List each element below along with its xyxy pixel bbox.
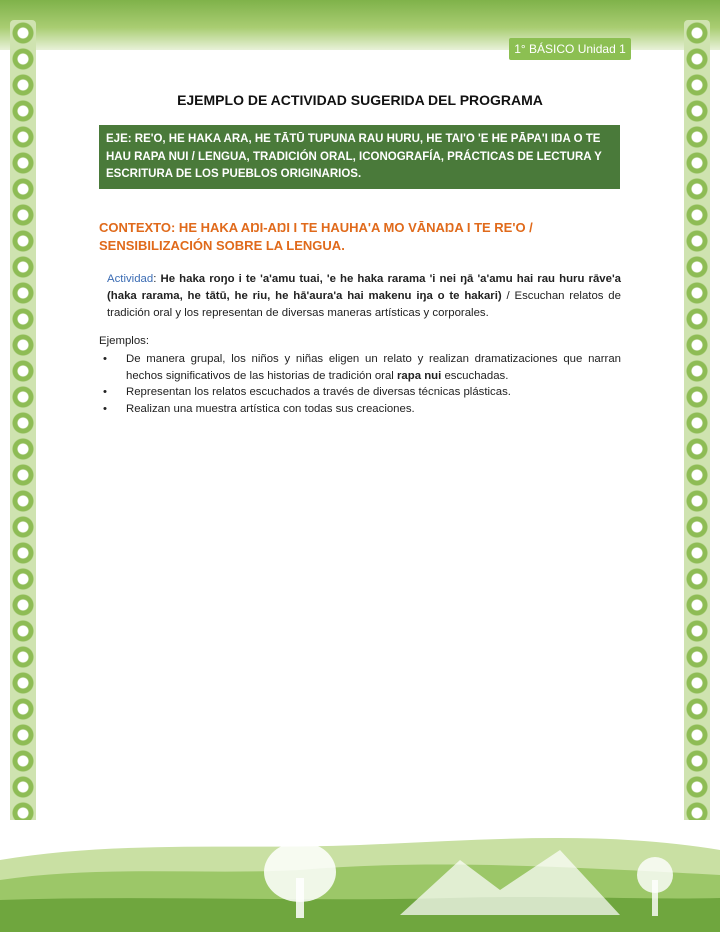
list-item xyxy=(99,401,621,418)
list-item-text: Representan los relatos escuchados a través de diversas técnicas plásticas. xyxy=(126,386,511,398)
list-item xyxy=(99,384,621,401)
list-item-text: De manera grupal, los niños y niñas eligen un relato y realizan dramatizaciones que narran hechos significativos de las historias de tradición oral xyxy=(126,353,621,382)
page-title: EJEMPLO DE ACTIVIDAD SUGERIDA DEL PROGRAMA xyxy=(177,92,543,108)
list-item-text: Realizan una muestra artística con todas sus creaciones. xyxy=(126,402,415,415)
ejemplos-title: Ejemplos: xyxy=(99,335,150,347)
bottom-landscape-illustration xyxy=(0,820,720,932)
list-item-text-end: escuchadas. xyxy=(441,369,509,382)
contexto-heading: CONTEXTO: HE HAKA AŊI-AŊI I TE HAUHA'A MO VĀNAŊA I TE RE'O / SENSIBILIZACIÓN SOBRE LA LENGUA. xyxy=(99,220,533,253)
actividad-label: Actividad xyxy=(107,273,154,285)
list-item-bold: rapa nui xyxy=(396,369,442,382)
eje-text: EJE: RE'O, HE HAKA ARA, HE TĀTŪ TUPUNA RAU HURU, HE TAI'O 'E HE PĀPA'I IŊA O TE HAU RAPA NUI / LENGUA, TRADICIÓN ORAL, ICONOGRAFÍA, PRÁCTICAS DE LECTURA Y ESCRITURA DE LOS PUEBLOS ORIGINARIOS. xyxy=(106,133,602,180)
actividad-paragraph xyxy=(107,271,621,322)
ejemplos-list xyxy=(99,351,621,417)
right-decorative-border xyxy=(684,20,710,840)
bullet-icon: • xyxy=(103,386,107,398)
grade-unit-badge: 1° BÁSICO Unidad 1 xyxy=(509,38,631,60)
eje-banner xyxy=(99,125,620,189)
actividad-bold-text: He haka roŋo i te 'a'amu tuai, 'e he haka rarama 'i nei ŋā 'a'amu hai rau huru rāve'a (haka rarama, he tātū, he riu, he hā'aura'a hai makenu iŋa o te hakari) xyxy=(107,273,621,302)
actividad-colon: : xyxy=(153,273,157,285)
bullet-icon: • xyxy=(103,353,107,365)
left-decorative-border xyxy=(10,20,36,840)
actividad-rest-text: / Escuchan relatos de tradición oral y los representan de diversas maneras artísticas y corporales. xyxy=(107,290,621,319)
bullet-icon: • xyxy=(103,402,107,415)
list-item xyxy=(99,351,621,384)
